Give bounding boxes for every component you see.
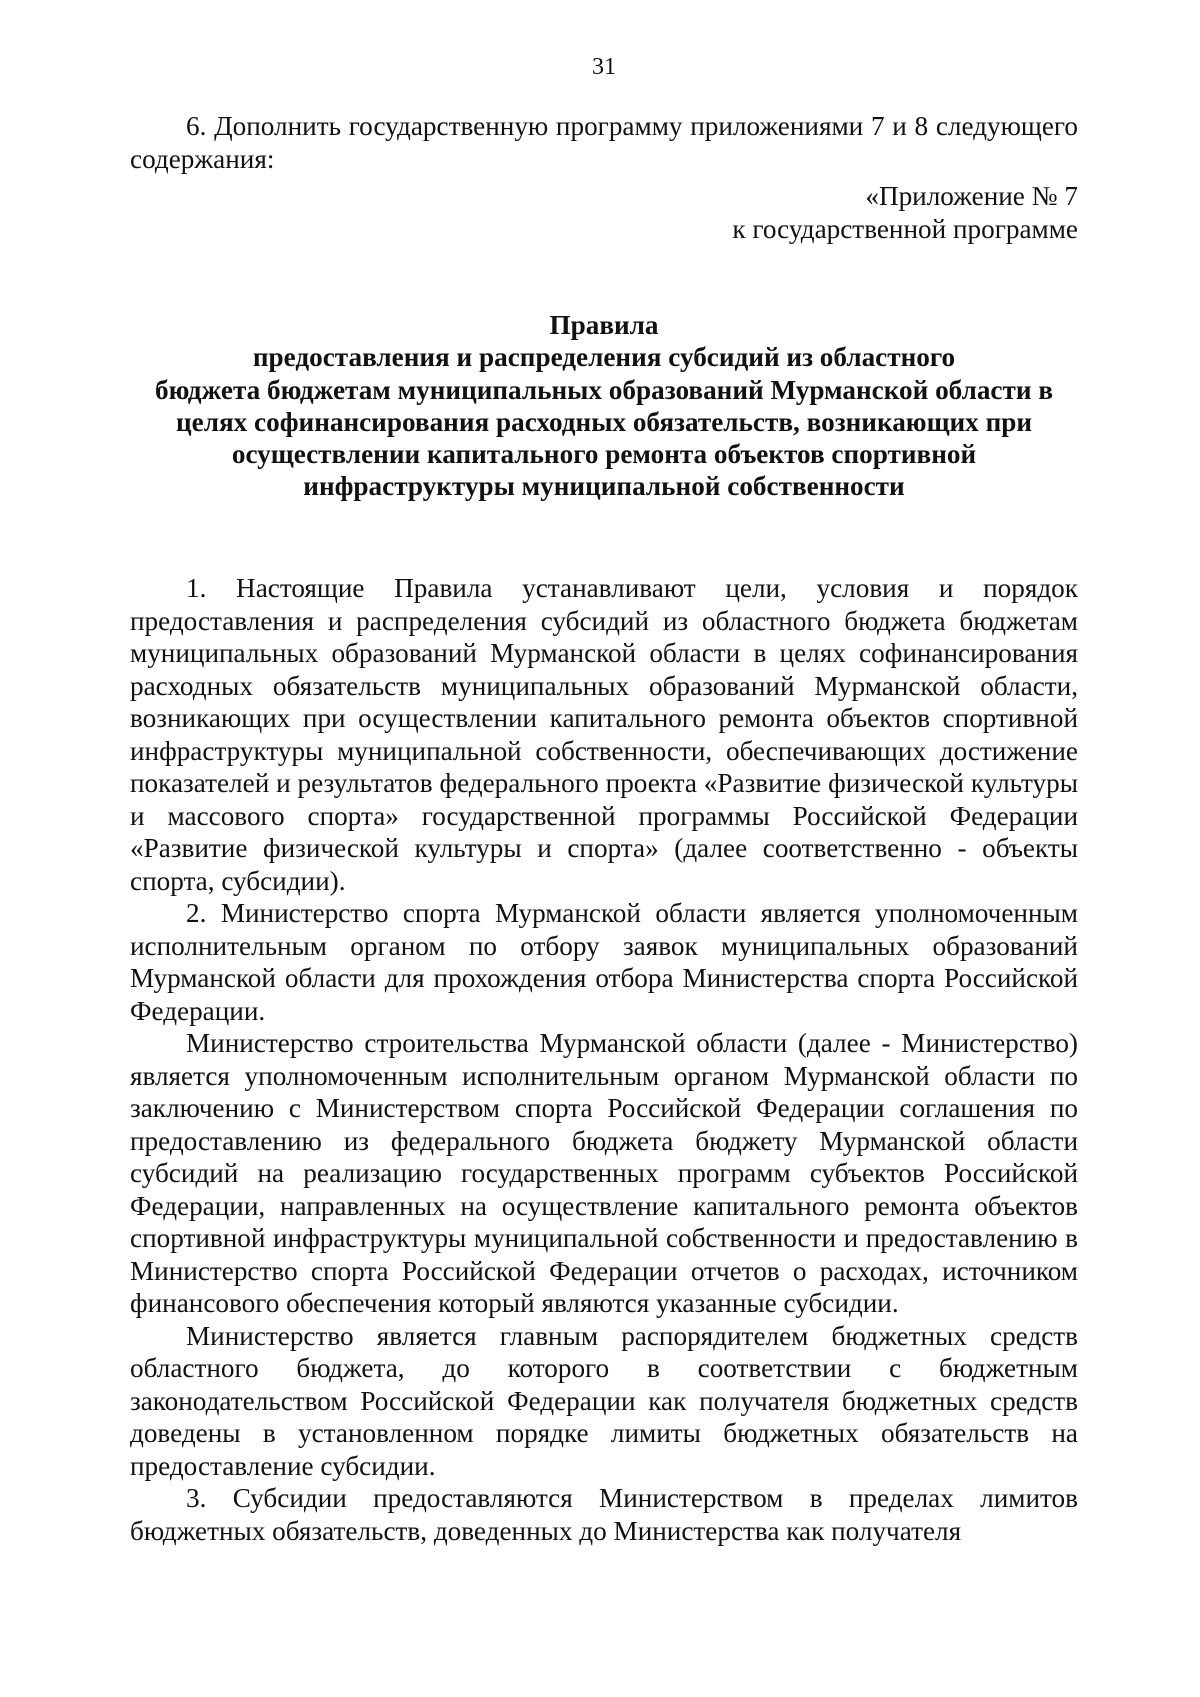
body-paragraph: 3. Субсидии предоставляются Министерством в пределах лимитов бюджетных обязательств, доведенных до Министерства как получателя: [130, 1483, 1078, 1546]
intro-section: [130, 110, 1078, 175]
title-line: инфраструктуры муниципальной собственности: [303, 471, 905, 502]
page-number: 31: [592, 54, 616, 80]
body-paragraph: Министерство строительства Мурманской области (далее - Министерство) является уполномоченным исполнительным органом Мурманской области по заключению с Министерством спорта Российской Федерации соглашения по предоставлению из федерального бюджета бюджету Мурманской области субсидий на реализацию государственных программ субъектов Российской Федерации, направленных на осуществление капитального ремонта объектов спортивной инфраструктуры муниципальной собственности и предоставлению в Министерство спорта Российской Федерации отчетов о расходах, источником финансового обеспечения который являются указанные субсидии.: [130, 1028, 1078, 1318]
title-line: осуществлении капитального ремонта объектов спортивной: [231, 439, 977, 470]
body-text: [130, 572, 1078, 1547]
appendix-reference: к государственной программе: [732, 214, 1078, 244]
title-line: бюджета бюджетам муниципальных образований Мурманской области в: [154, 374, 1054, 405]
body-paragraph: Министерство является главным распорядителем бюджетных средств областного бюджета, до которого в соответствии с бюджетным законодательством Российской Федерации как получателя бюджетных средств доведены в установленном порядке лимиты бюджетных обязательств на предоставление субсидии.: [130, 1320, 1078, 1481]
title-line: предоставления и распределения субсидий из областного: [252, 342, 956, 373]
body-paragraph: 2. Министерство спорта Мурманской области является уполномоченным исполнительным органом по отбору заявок муниципальных образований Мурманской области для прохождения отбора Министерства спорта Российской Федерации.: [130, 898, 1078, 1026]
appendix-number: «Приложение № 7: [865, 181, 1078, 211]
appendix-header: [732, 180, 1078, 246]
title-line: Правила: [549, 310, 659, 340]
intro-paragraph: 6. Дополнить государственную программу приложениями 7 и 8 следующего содержания:: [130, 111, 1078, 174]
title-line: целях софинансирования расходных обязательств, возникающих при: [175, 406, 1033, 437]
document-title: [130, 309, 1078, 503]
body-paragraph: 1. Настоящие Правила устанавливают цели, условия и порядок предоставления и распределения субсидий из областного бюджета бюджетам муниципальных образований Мурманской области в целях софинансирования расходных обязательств муниципальных образований Мурманской области, возникающих при осуществлении капитального ремонта объектов спортивной инфраструктуры муниципальной собственности, обеспечивающих достижение показателей и результатов федерального проекта «Развитие физической культуры и массового спорта» государственной программы Российской Федерации «Развитие физической культуры и спорта» (далее соответственно - объекты спорта, субсидии).: [130, 573, 1078, 896]
